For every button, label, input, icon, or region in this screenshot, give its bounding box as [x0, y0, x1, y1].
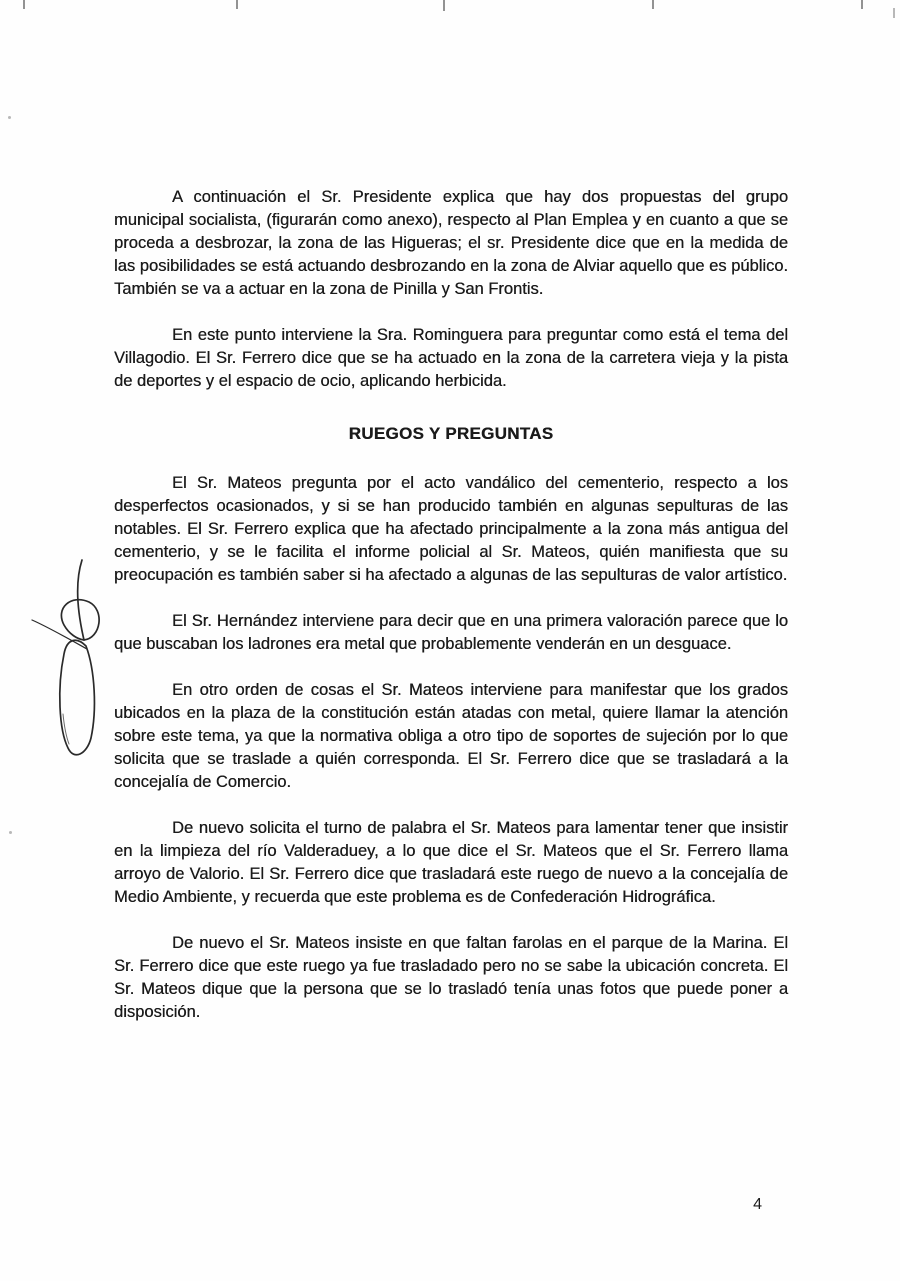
document-body [114, 186, 788, 1047]
paragraph-rio-valderaduey: De nuevo solicita el turno de palabra el Sr. Mateos para lamentar tener que insistir en la limpieza del río Valderaduey, a lo que dice el Sr. Mateos que el Sr. Ferrero llama arroyo de Valorio. El Sr. Ferrero dice que trasladará este ruego de nuevo a la concejalía de Medio Ambiente, y recuerda que este problema es de Confederación Hidrográfica. [114, 819, 788, 906]
scan-artifact-mark [652, 0, 654, 9]
handwritten-mark [24, 548, 124, 768]
section-heading: RUEGOS Y PREGUNTAS [348, 424, 554, 443]
scan-speck [8, 116, 11, 119]
scan-artifact-mark [236, 0, 238, 9]
scan-speck [9, 831, 12, 834]
scan-artifact-mark [23, 0, 25, 9]
scan-artifact-mark [861, 0, 863, 9]
paragraph-plan-emplea: A continuación el Sr. Presidente explica que hay dos propuestas del grupo municipal socialista, (figurarán como anexo), respecto al Plan Emplea y en cuanto a que se proceda a desbrozar, la zona de las Higueras; el sr. Presidente dice que en la medida de las posibilidades se está actuando desbrozando en la zona de Alviar aquello que es público. También se va a actuar en la zona de Pinilla y San Frontis. [114, 188, 788, 298]
scan-speck [893, 8, 895, 18]
paragraph-plaza-constitucion: En otro orden de cosas el Sr. Mateos interviene para manifestar que los grados ubicados en la plaza de la constitución están atadas con metal, quiere llamar la atención sobre este tema, ya que la normativa obliga a otro tipo de soportes de sujeción por lo que solicita que se traslade a quién corresponda. El Sr. Ferrero dice que se trasladará a la concejalía de Comercio. [114, 681, 788, 791]
paragraph-hernandez: El Sr. Hernández interviene para decir que en una primera valoración parece que lo que buscaban los ladrones era metal que probablemente venderán en un desguace. [114, 612, 788, 653]
paragraph-farolas-marina: De nuevo el Sr. Mateos insiste en que faltan farolas en el parque de la Marina. El Sr. Ferrero dice que este ruego ya fue trasladado pero no se sabe la ubicación concreta. El Sr. Mateos dique que la persona que se lo trasladó tenía unas fotos que puede poner a disposición. [114, 934, 788, 1021]
scan-artifact-mark [443, 0, 445, 11]
page-number: 4 [753, 1196, 762, 1213]
paragraph-cementerio: El Sr. Mateos pregunta por el acto vandálico del cementerio, respecto a los desperfectos ocasionados, y si se han producido también en algunas sepulturas de las notables. El Sr. Ferrero explica que ha afectado principalmente a la zona más antigua del cementerio, y se le facilita el informe policial al Sr. Mateos, quién manifiesta que su preocupación es también saber si ha afectado a algunas de las sepulturas de valor artístico. [114, 474, 788, 584]
paragraph-villagodio: En este punto interviene la Sra. Rominguera para preguntar como está el tema del Villagodio. El Sr. Ferrero dice que se ha actuado en la zona de la carretera vieja y la pista de deportes y el espacio de ocio, aplicando herbicida. [114, 326, 788, 390]
